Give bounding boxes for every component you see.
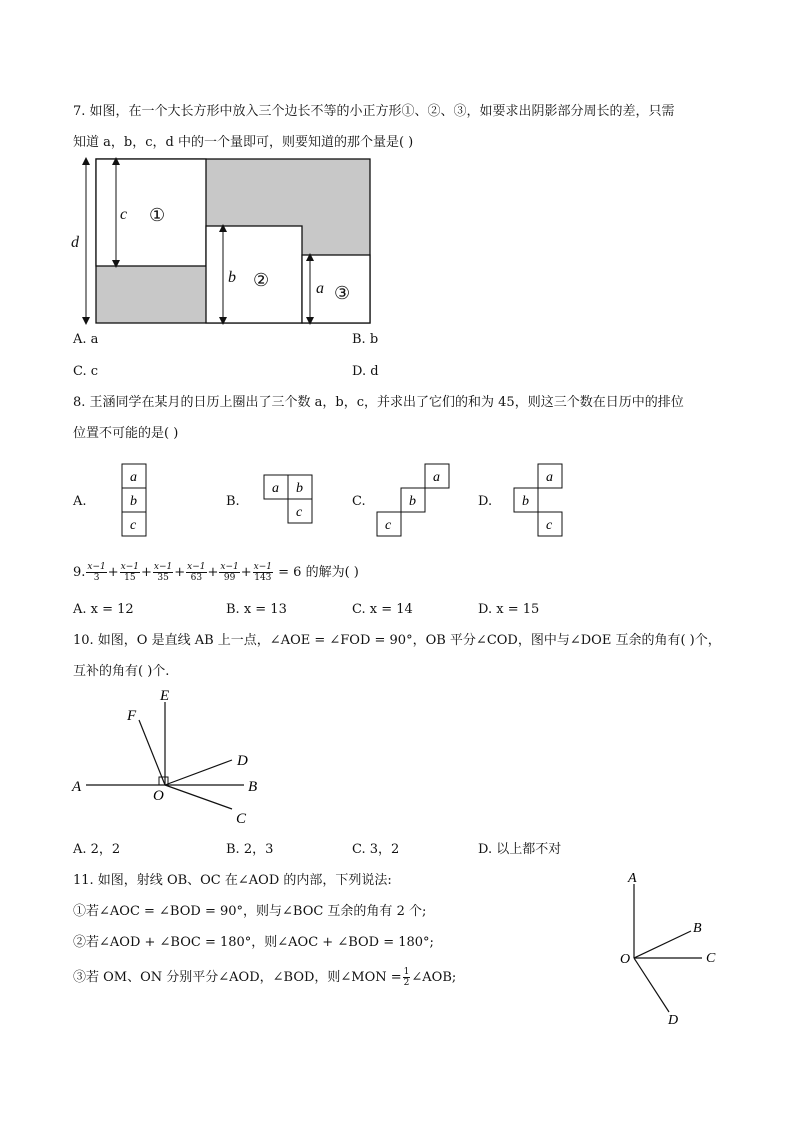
- q10-option-d[interactable]: D. 以上都不对: [478, 842, 562, 857]
- q7-option-b[interactable]: B. b: [352, 332, 379, 347]
- label-D: D: [237, 753, 248, 769]
- q9-option-a[interactable]: A. x = 12: [73, 602, 134, 617]
- q7-figure: [70, 155, 390, 335]
- cell-c: c: [130, 518, 137, 533]
- q9-option-b[interactable]: B. x = 13: [226, 602, 287, 617]
- label-O: O: [153, 788, 164, 804]
- q10-option-c[interactable]: C. 3，2: [352, 842, 400, 857]
- q7-option-c[interactable]: C. c: [73, 364, 99, 379]
- shaded-region-bottom-left: [96, 266, 206, 323]
- cell-b: b: [409, 494, 416, 509]
- q7-option-a[interactable]: A. a: [73, 332, 99, 347]
- fraction-1: $\frac{x-1}{3}$: [87, 562, 106, 583]
- q7-stem-line1: 7. 如图，在一个大长方形中放入三个边长不等的小正方形①、②、③，如要求出阴影部分周长的差，只需: [73, 104, 675, 119]
- cell-c: c: [385, 518, 392, 533]
- cell-b: b: [296, 481, 303, 496]
- ray-OD: [634, 958, 669, 1012]
- label-B: B: [248, 779, 258, 795]
- cell-a: a: [130, 470, 137, 485]
- ray-OF: [139, 720, 165, 785]
- q10-option-a[interactable]: A. 2，2: [73, 842, 121, 857]
- q7-option-d[interactable]: D. d: [352, 364, 379, 379]
- q8-grid-b: [263, 474, 318, 529]
- label-a: a: [316, 280, 324, 297]
- cell-a: a: [546, 470, 553, 485]
- q11-statement-1: ①若∠AOC = ∠BOD = 90°，则与∠BOC 互余的角有 2 个;: [73, 904, 427, 919]
- q10-stem-line2: 互补的角有( )个.: [73, 664, 170, 679]
- q9-number: 9.: [73, 565, 86, 580]
- q8-grid-c: [375, 463, 455, 538]
- q10-stem-line1: 10. 如图，O 是直线 AB 上一点，∠AOE = ∠FOD = 90°，OB 平分∠COD，图中与∠DOE 互余的角有( )个，: [73, 633, 721, 648]
- ray-OB: [634, 931, 691, 958]
- q9-equation: 9. $\frac{x-1}{3}$ + $\frac{x-1}{15}$ + $\frac{x-1}{35}$ + $\frac{x-1}{63}$ + $\frac{x-1}{99}$ + $\frac{x-1}{143}$ = 6 的解为( ): [73, 562, 359, 583]
- q9-option-d[interactable]: D. x = 15: [478, 602, 540, 617]
- q8-grid-a: [120, 463, 150, 538]
- q8-stem-line1: 8. 王涵同学在某月的日历上圈出了三个数 a，b，c，并求出了它们的和为 45，则这三个数在日历中的排位: [73, 395, 684, 410]
- fraction-2: $\frac{x-1}{15}$: [120, 562, 139, 583]
- q8-stem-line2: 位置不可能的是( ): [73, 426, 179, 441]
- q8-option-c[interactable]: C.: [352, 494, 366, 509]
- label-square-2: ②: [253, 270, 270, 290]
- fraction-6: $\frac{x-1}{143}$: [253, 562, 272, 583]
- label-C: C: [236, 811, 247, 827]
- cell-a: a: [272, 481, 279, 496]
- label-b: b: [228, 269, 236, 286]
- q11-statement-3: ③若 OM、ON 分别平分∠AOD，∠BOD，则∠MON = $\frac{1}{2}$ ∠AOB;: [73, 967, 457, 988]
- q11-stem: 11. 如图，射线 OB、OC 在∠AOD 的内部，下列说法:: [73, 873, 392, 888]
- label-O: O: [620, 952, 631, 967]
- label-C: C: [706, 951, 716, 966]
- label-B: B: [693, 921, 702, 936]
- q8-option-a[interactable]: A.: [73, 494, 87, 509]
- label-E: E: [160, 688, 170, 704]
- ray-OD: [165, 760, 232, 785]
- shaded-region-top-right: [206, 159, 370, 226]
- q8-grid-d: [512, 463, 572, 538]
- q11-statement-2: ②若∠AOD + ∠BOC = 180°，则∠AOC + ∠BOD = 180°;: [73, 935, 434, 950]
- q7-stem-line2: 知道 a，b，c，d 中的一个量即可，则要知道的那个量是( ): [73, 135, 414, 150]
- label-F: F: [127, 708, 137, 724]
- q8-option-b[interactable]: B.: [226, 494, 240, 509]
- cell-b: b: [522, 494, 529, 509]
- shaded-region-step: [302, 226, 370, 255]
- label-D: D: [668, 1013, 679, 1028]
- ray-OC: [165, 785, 232, 809]
- cell-c: c: [296, 505, 303, 520]
- cell-c: c: [546, 518, 553, 533]
- label-c: c: [120, 206, 128, 223]
- label-A: A: [628, 871, 637, 886]
- q10-option-b[interactable]: B. 2，3: [226, 842, 274, 857]
- q10-figure: [70, 688, 270, 828]
- cell-b: b: [130, 494, 137, 509]
- label-d: d: [71, 234, 79, 251]
- q9-rhs: = 6 的解为( ): [278, 565, 359, 580]
- fraction-3: $\frac{x-1}{35}$: [153, 562, 173, 583]
- label-square-1: ①: [149, 205, 166, 225]
- fraction-4: $\frac{x-1}{63}$: [187, 562, 206, 583]
- q8-option-d[interactable]: D.: [478, 494, 493, 509]
- q11-figure: [614, 866, 744, 1026]
- q9-option-c[interactable]: C. x = 14: [352, 602, 413, 617]
- fraction-5: $\frac{x-1}{99}$: [220, 562, 239, 583]
- fraction-one-half: $\frac{1}{2}$: [403, 967, 410, 988]
- cell-a: a: [433, 470, 440, 485]
- label-A: A: [72, 779, 82, 795]
- label-square-3: ③: [334, 283, 351, 303]
